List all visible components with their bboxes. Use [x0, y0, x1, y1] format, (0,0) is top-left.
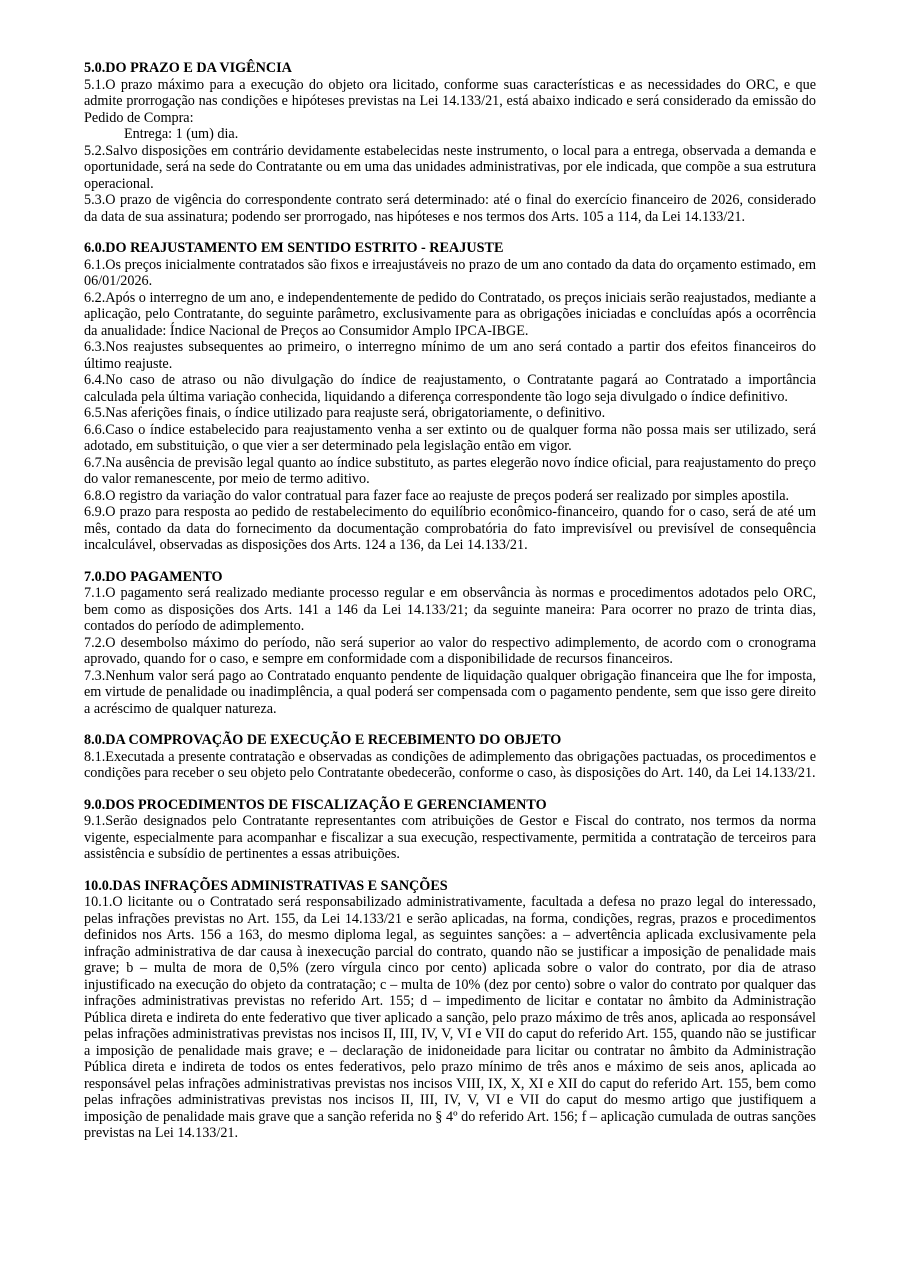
paragraph-6-7: 6.7.Na ausência de previsão legal quanto ao índice substituto, as partes elegerão novo índice oficial, para reajustamento do preço do valor remanescente, por meio de termo aditivo.: [84, 454, 816, 487]
paragraph-7-3: 7.3.Nenhum valor será pago ao Contratado enquanto pendente de liquidação qualquer obrigação financeira que lhe for imposta, em virtude de penalidade ou inadimplência, a qual poderá ser compensada com o pagamento pendente, sem que isso gere direito a acréscimo de qualquer natureza.: [84, 667, 816, 717]
paragraph-8-1: 8.1.Executada a presente contratação e observadas as condições de adimplemento das obrigações pactuadas, os procedimentos e condições para receber o seu objeto pelo Contratante obedecerão, conforme o caso, às disposições do Art. 140, da Lei 14.133/21.: [84, 748, 816, 781]
section-heading: 7.0.DO PAGAMENTO: [84, 568, 223, 585]
section-heading: 8.0.DA COMPROVAÇÃO DE EXECUÇÃO E RECEBIMENTO DO OBJETO: [84, 732, 562, 748]
paragraph-6-8: 6.8.O registro da variação do valor contratual para fazer face ao reajuste de preços poderá ser realizado por simples apostila.: [84, 487, 790, 504]
paragraph-10-1: 10.1.O licitante ou o Contratado será responsabilizado administrativamente, facultada a defesa no prazo legal do interessado, pelas infrações previstas no Art. 155, da Lei 14.133/21 e serão aplicadas, na forma, condições, regras, prazos e procedimentos definidos nos Arts. 156 a 163, do mesmo diploma legal, as seguintes sanções: a – advertência aplicada exclusivamente pela infração administrativa de dar causa à inexecução parcial do contrato, quando não se justificar a imposição de penalidade mais grave; b – multa de mora de 0,5% (zero vírgula cinco por cento) aplicada sobre o valor do contrato, por dia de atraso injustificado na execução do objeto da contratação; c – multa de 10% (dez por cento) sobre o valor do contrato por qualquer das infrações administrativas previstas no referido Art. 155; d – impedimento de licitar e contatar no âmbito da Administração Pública direta e indireta do ente federativo que tiver aplicado a sanção, pelo prazo máximo de três anos, aplicada ao responsável pelas infrações administrativas previstas nos incisos II, III, IV, V, VI e VII do caput do referido Art. 155, quando não se justificar a imposição de penalidade mais grave; e – declaração de inidoneidade para licitar ou contratar no âmbito da Administração Pública direta e indireta de todos os entes federativos, pelo prazo mínimo de três anos e máximo de seis anos, aplicada ao responsável pelas infrações administrativas previstas nos incisos VIII, IX, X, XI e XII do caput do referido Art. 155, bem como pelas infrações administrativas previstas nos incisos II, III, IV, V, VI e VII do caput do mesmo artigo que justifiquem a imposição de penalidade mais grave que a sanção referida no § 4º do referido Art. 156; f – aplicação cumulada de outras sanções previstas na Lei 14.133/21.: [84, 894, 816, 1141]
section-heading: 5.0.DO PRAZO E DA VIGÊNCIA: [84, 60, 292, 76]
section-comprovacao: [84, 732, 816, 782]
paragraph-7-2: 7.2.O desembolso máximo do período, não será superior ao valor do respectivo adimplemento, de acordo com o cronograma aprovado, quando for o caso, e sempre em conformidade com a disponibilidade de recursos financeiros.: [84, 634, 816, 667]
paragraph-6-6: 6.6.Caso o índice estabelecido para reajustamento venha a ser extinto ou de qualquer forma não possa mais ser utilizado, será adotado, em substituição, o que vier a ser determinado pela legislação então em vigor.: [84, 421, 816, 454]
section-reajustamento: [84, 240, 816, 554]
paragraph-6-1: 6.1.Os preços inicialmente contratados são fixos e irreajustáveis no prazo de um ano contado da data do orçamento estimado, em 06/01/2026.: [84, 256, 816, 289]
paragraph-9-1: 9.1.Serão designados pelo Contratante representantes com atribuições de Gestor e Fiscal do contrato, nos termos da norma vigente, especialmente para acompanhar e fiscalizar a sua execução, respectivamente, permitida a contratação de terceiros para assistência e subsídio de pertinentes a essas atribuições.: [84, 813, 816, 862]
paragraph-5-3: 5.3.O prazo de vigência do correspondente contrato será determinado: até o final do exercício financeiro de 2026, considerado da data de sua assinatura; podendo ser prorrogado, nas hipóteses e nos termos dos Arts. 105 a 114, da Lei 14.133/21.: [84, 192, 816, 225]
section-heading: 9.0.DOS PROCEDIMENTOS DE FISCALIZAÇÃO E GERENCIAMENTO: [84, 796, 547, 813]
section-fiscalizacao: [84, 797, 816, 863]
section-heading: 6.0.DO REAJUSTAMENTO EM SENTIDO ESTRITO - REAJUSTE: [84, 240, 504, 256]
paragraph-6-9: 6.9.O prazo para resposta ao pedido de restabelecimento do equilíbrio econômico-financeiro, quando for o caso, será de até um mês, contado da data do fornecimento da documentação comprobatória do fato imprevisível ou previsível de consequência incalculável, observadas as disposições dos Arts. 124 a 136, da Lei 14.133/21.: [84, 504, 816, 553]
paragraph-5-1: 5.1.O prazo máximo para a execução do objeto ora licitado, conforme suas características e as necessidades do ORC, e que admite prorrogação nas condições e hipóteses previstas na Lei 14.133/21, está abaixo indicado e será considerado da emissão do Pedido de Compra:: [84, 76, 816, 126]
section-infracoes: [84, 878, 816, 1142]
paragraph-6-2: 6.2.Após o interregno de um ano, e independentemente de pedido do Contratado, os preços iniciais serão reajustados, mediante a aplicação, pelo Contratante, do seguinte parâmetro, exclusivamente para as obrigações iniciadas e concluídas após a ocorrência da anualidade: Índice Nacional de Preços ao Consumidor Amplo IPCA-IBGE.: [84, 289, 816, 339]
paragraph-7-1: 7.1.O pagamento será realizado mediante processo regular e em observância às normas e procedimentos adotados pelo ORC, bem como as disposições dos Arts. 141 a 146 da Lei 14.133/21; da seguinte maneira: Para ocorrer no prazo de trinta dias, contados do período de adimplemento.: [84, 585, 816, 634]
section-heading: 10.0.DAS INFRAÇÕES ADMINISTRATIVAS E SANÇÕES: [84, 877, 448, 894]
section-prazo-vigencia: [84, 60, 816, 225]
section-pagamento: [84, 569, 816, 718]
paragraph-6-5: 6.5.Nas aferições finais, o índice utilizado para reajuste será, obrigatoriamente, o definitivo.: [84, 405, 606, 421]
paragraph-entrega: Entrega: 1 (um) dia.: [124, 126, 239, 142]
paragraph-5-2: 5.2.Salvo disposições em contrário devidamente estabelecidas neste instrumento, o local para a entrega, observada a demanda e oportunidade, será na sede do Contratante ou em uma das unidades administrativas, por ele indicada, que compõe a sua estrutura operacional.: [84, 142, 816, 192]
paragraph-6-3: 6.3.Nos reajustes subsequentes ao primeiro, o interregno mínimo de um ano será contado a partir dos efeitos financeiros do último reajuste.: [84, 339, 816, 372]
paragraph-6-4: 6.4.No caso de atraso ou não divulgação do índice de reajustamento, o Contratante pagará ao Contratado a importância calculada pela última variação conhecida, liquidando a diferença correspondente tão logo seja divulgado o índice definitivo.: [84, 372, 816, 405]
